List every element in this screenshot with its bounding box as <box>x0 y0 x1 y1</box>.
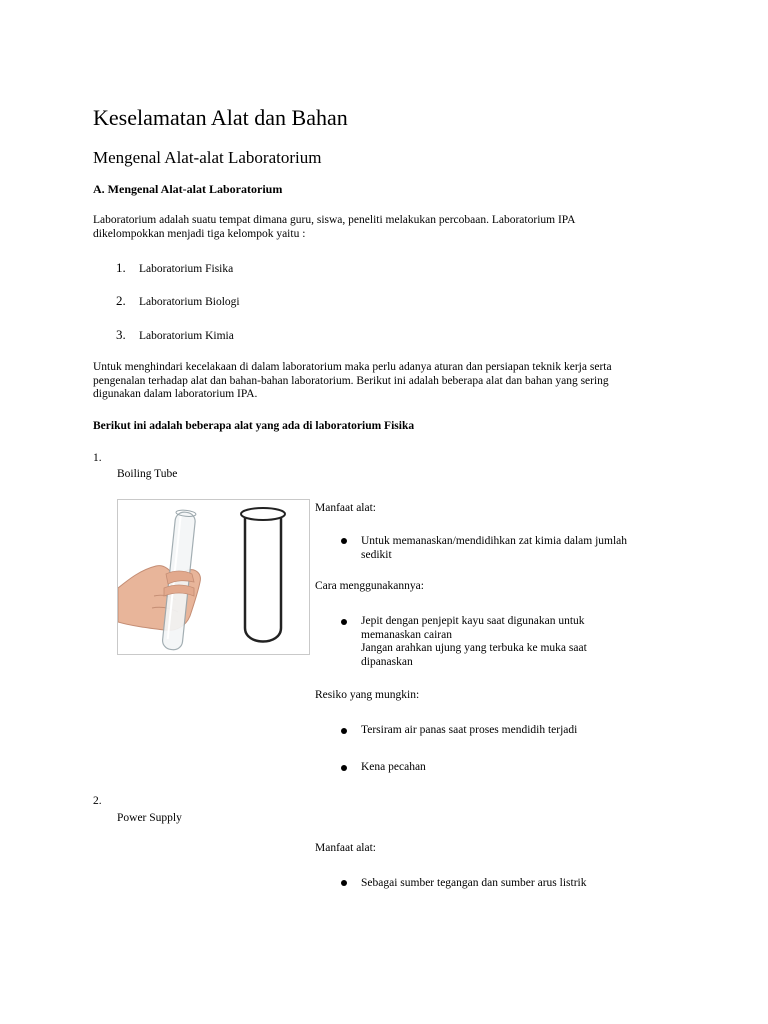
list-item: Laboratorium Biologi <box>139 296 240 308</box>
benefit-text: Sebagai sumber tegangan dan sumber arus listrik <box>361 877 587 889</box>
boiling-tube-illustration <box>118 500 309 654</box>
page-subtitle: Mengenal Alat-alat Laboratorium <box>93 148 322 167</box>
benefit-label: Manfaat alat: <box>315 842 376 854</box>
bullet-icon <box>341 538 347 544</box>
risk-item: Kena pecahan <box>361 761 426 773</box>
list-number: 1. <box>116 260 126 275</box>
list-number: 3. <box>116 327 126 342</box>
benefit-line: sedikit <box>361 548 392 561</box>
usage-label: Cara menggunakannya: <box>315 580 424 592</box>
risk-label: Resiko yang mungkin: <box>315 689 420 701</box>
usage-line: memanaskan cairan <box>361 628 452 641</box>
intro-paragraph <box>93 214 663 241</box>
tools-heading: Berikut ini adalah beberapa alat yang ada di laboratorium Fisika <box>93 420 415 432</box>
tool-name: Boiling Tube <box>117 468 178 480</box>
bullet-icon <box>341 880 347 886</box>
paragraph-line: digunakan dalam laboratorium IPA. <box>93 388 258 400</box>
bullet-icon <box>341 728 347 734</box>
list-item: Laboratorium Kimia <box>139 330 234 342</box>
boiling-tube-image <box>117 499 310 655</box>
paragraph-line: Untuk menghindari kecelakaan di dalam laboratorium maka perlu adanya aturan dan persiapan teknik kerja serta <box>93 361 612 373</box>
usage-line: Jepit dengan penjepit kayu saat digunakan untuk <box>361 615 585 627</box>
tool-name: Power Supply <box>117 812 182 824</box>
page-title: Keselamatan Alat dan Bahan <box>93 105 348 130</box>
usage-text <box>361 615 587 669</box>
benefit-text <box>361 535 627 562</box>
list-item: Laboratorium Fisika <box>139 263 234 275</box>
usage-line: Jangan arahkan ujung yang terbuka ke muka saat <box>361 642 587 654</box>
list-number: 2. <box>116 293 126 308</box>
safety-paragraph <box>93 361 693 402</box>
tool-number: 2. <box>93 795 102 807</box>
tool-number: 1. <box>93 452 102 464</box>
risk-item: Tersiram air panas saat proses mendidih terjadi <box>361 724 578 736</box>
intro-line: dikelompokkan menjadi tiga kelompok yaitu : <box>93 227 306 240</box>
benefit-line: Untuk memanaskan/mendidihkan zat kimia dalam jumlah <box>361 535 628 547</box>
intro-line: Laboratorium adalah suatu tempat dimana guru, siswa, peneliti melakukan percobaan. Laboratorium IPA <box>93 214 576 226</box>
bullet-icon <box>341 765 347 771</box>
bullet-icon <box>341 619 347 625</box>
section-heading: A. Mengenal Alat-alat Laboratorium <box>93 182 283 196</box>
benefit-label: Manfaat alat: <box>315 502 376 514</box>
paragraph-line: pengenalan terhadap alat dan bahan-bahan laboratorium. Berikut ini adalah beberapa alat dan bahan yang sering <box>93 374 609 387</box>
usage-line: dipanaskan <box>361 655 413 668</box>
